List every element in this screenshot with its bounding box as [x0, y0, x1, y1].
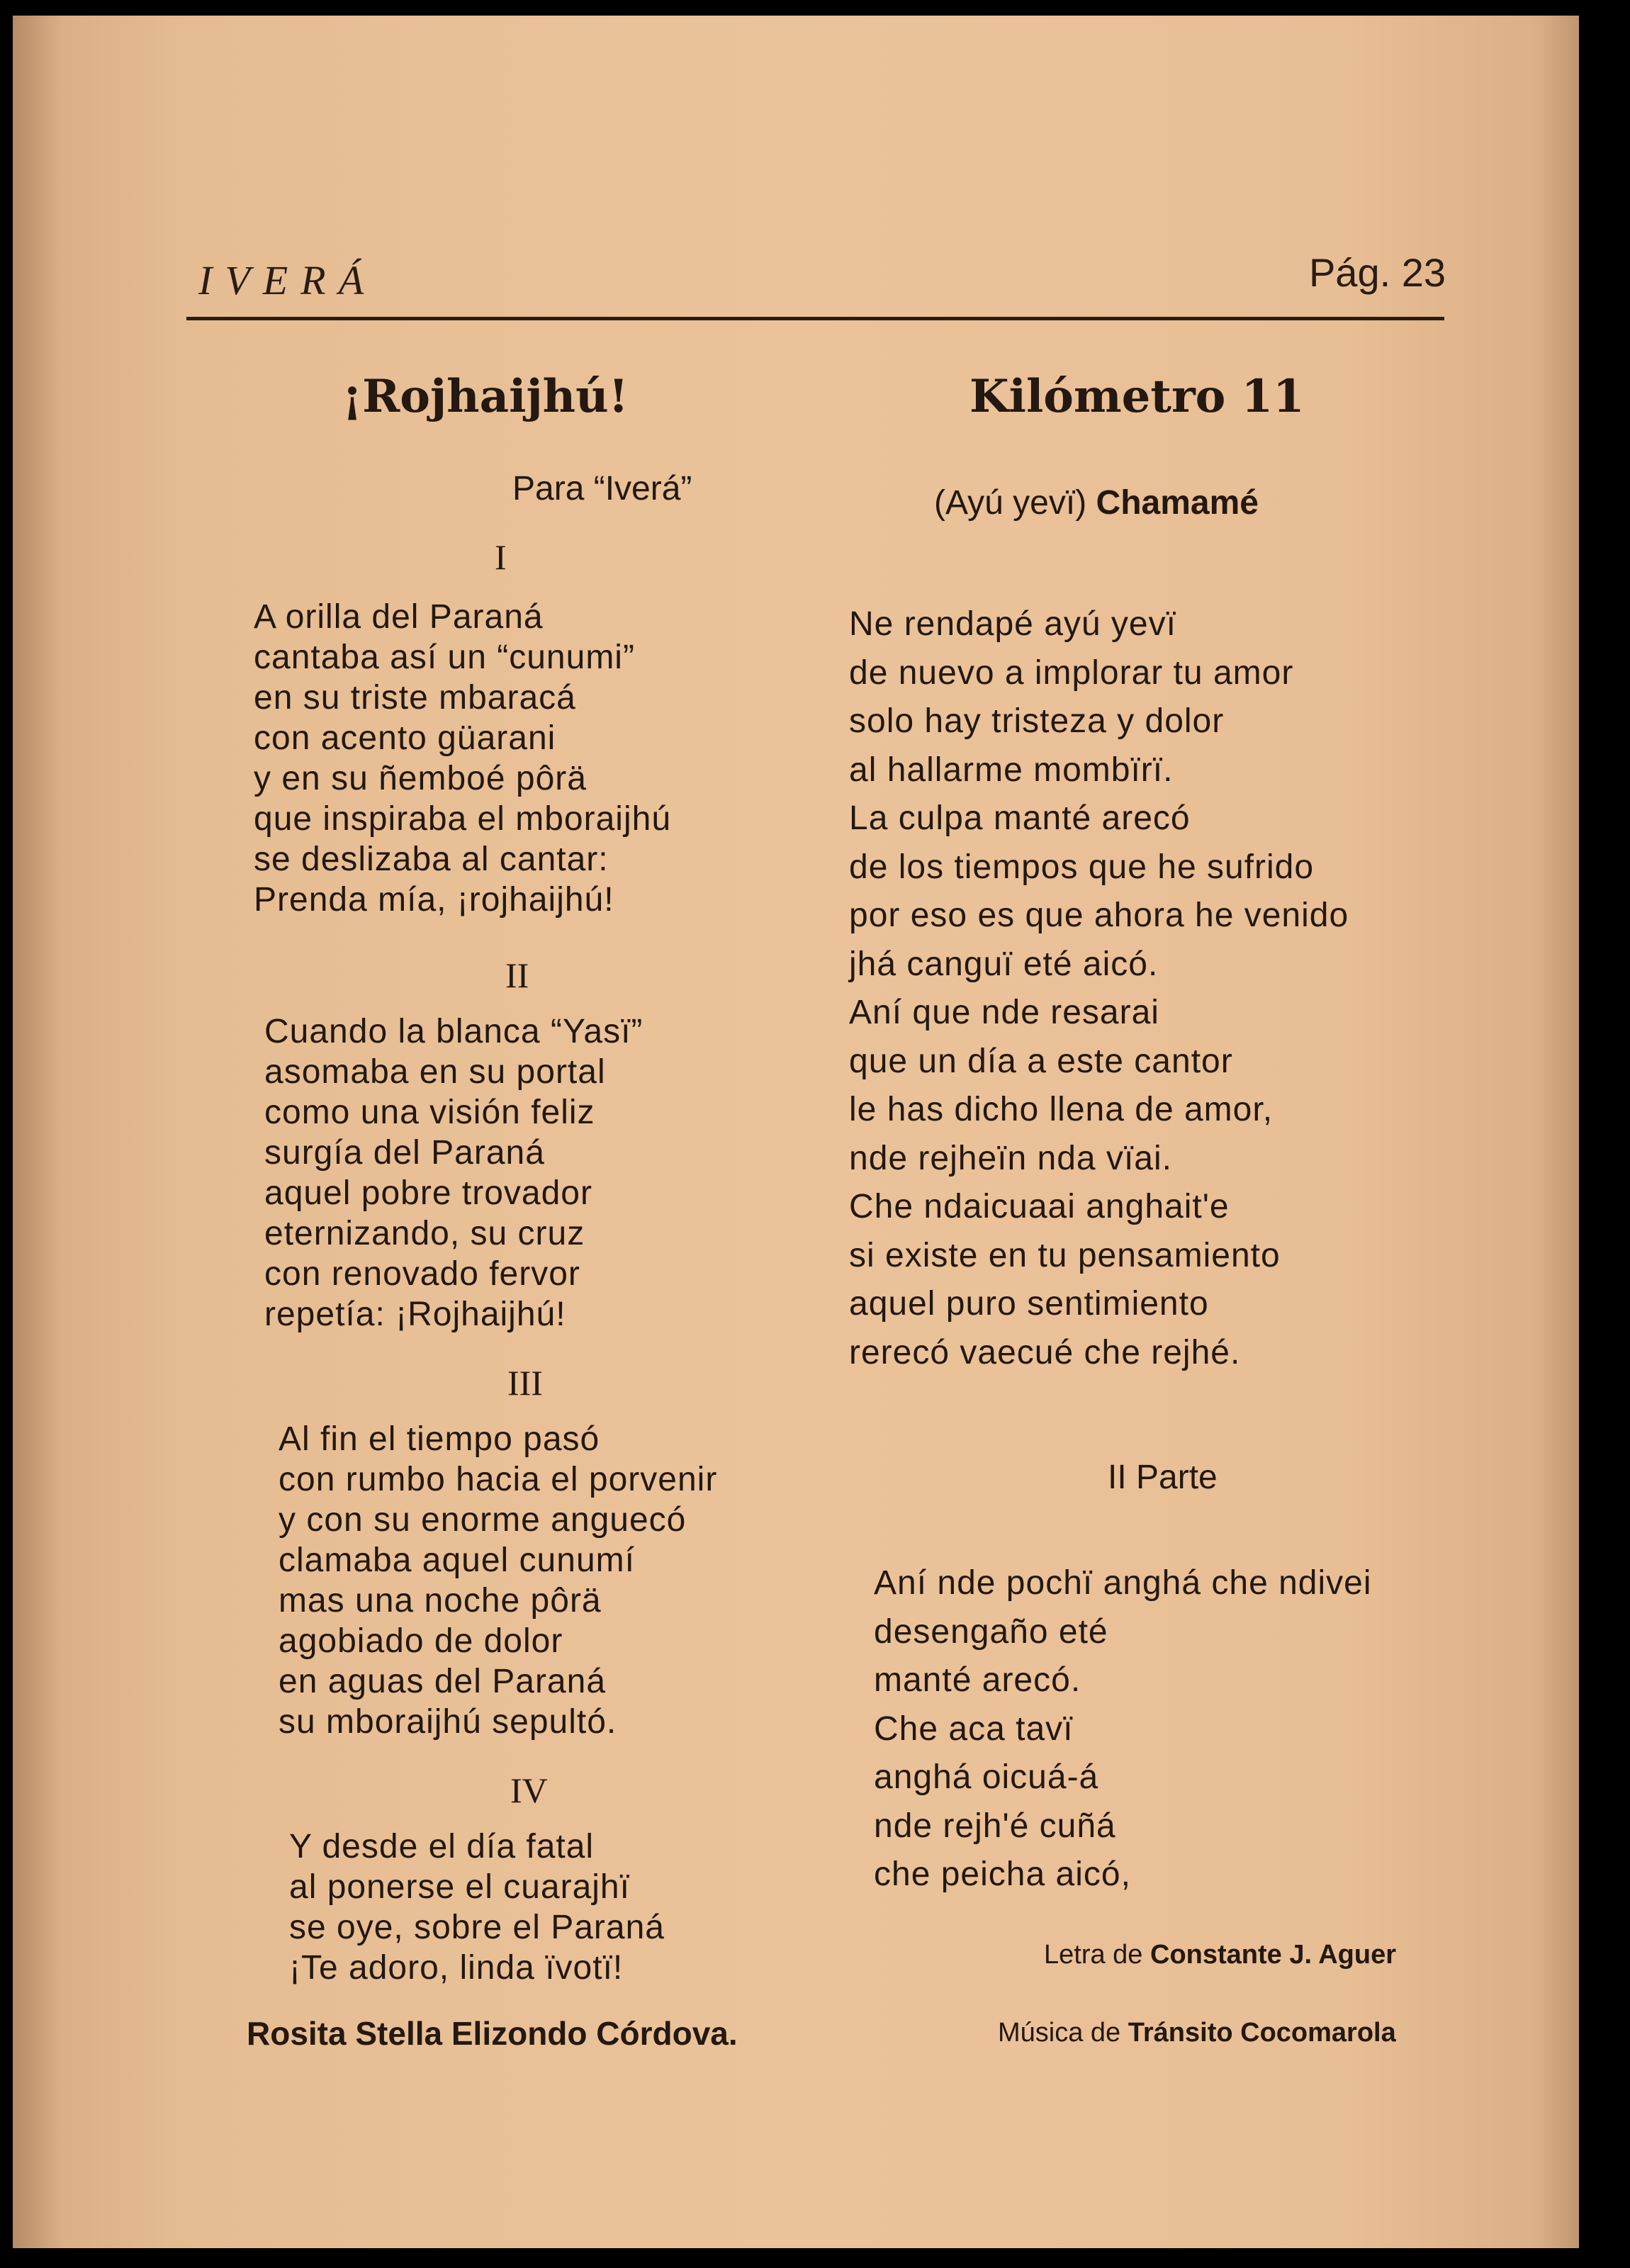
journal-name: IVERÁ	[198, 257, 377, 303]
section-numeral-4: IV	[510, 1770, 548, 1810]
stanza-2	[264, 1011, 643, 1335]
left-poem-author: Rosita Stella Elizondo Córdova.	[247, 2015, 738, 2052]
lyrics-credit	[1044, 1940, 1396, 1970]
poem-line: de los tiempos que he sufrido	[849, 848, 1315, 886]
left-poem-dedication: Para “Iverá”	[512, 470, 692, 507]
poem-line: su mboraijhú sepultó.	[279, 1703, 617, 1741]
poem-line: aquel puro sentimiento	[849, 1285, 1209, 1323]
poem-line: Cuando la blanca “Yasï”	[264, 1013, 643, 1050]
header-rule	[186, 317, 1444, 320]
binding-shadow	[13, 16, 62, 2248]
page-edge-shadow	[1536, 16, 1579, 2248]
left-poem-title: ¡Rojhaijhú!	[342, 370, 629, 423]
poem-line: anghá oicuá-á	[874, 1758, 1099, 1796]
right-poem-subtitle	[934, 483, 1259, 522]
poem-line: A orilla del Paraná	[254, 598, 544, 636]
stanza-3	[279, 1419, 717, 1742]
poem-line: mas una noche pôrä	[279, 1582, 602, 1619]
poem-line: jhá canguï eté aicó.	[849, 945, 1159, 983]
poem-line: que inspiraba el mboraijhú	[254, 800, 672, 838]
poem-line: ¡Te adoro, linda ïvotï!	[289, 1949, 624, 1987]
poem-line: nde rejh'é cuñá	[874, 1807, 1116, 1845]
poem-line: Che aca tavï	[874, 1710, 1074, 1748]
poem-line: le has dicho llena de amor,	[849, 1091, 1274, 1128]
poem-line: Al fin el tiempo pasó	[279, 1420, 600, 1458]
music-author: Tránsito Cocomarola	[1128, 2018, 1396, 2048]
poem-line: al ponerse el cuarajhï	[289, 1868, 630, 1906]
section-numeral-3: III	[507, 1363, 543, 1403]
poem-line: Ne rendapé ayú yevï	[849, 605, 1176, 643]
running-header	[198, 249, 1446, 320]
lyrics-prefix: Letra de	[1044, 1940, 1143, 1970]
poem-line: Prenda mía, ¡rojhaijhú!	[254, 881, 614, 919]
poem-line: y en su ñemboé pôrä	[254, 760, 587, 797]
poem-line: desengaño eté	[874, 1612, 1108, 1651]
lyrics-author: Constante J. Aguer	[1150, 1940, 1396, 1970]
part2-heading: II Parte	[1108, 1459, 1218, 1496]
poem-line: che peicha aicó,	[874, 1856, 1131, 1893]
right-poem-title: Kilómetro 11	[969, 370, 1305, 423]
poem-line: repetía: ¡Rojhaijhú!	[264, 1296, 566, 1333]
poem-line: con acento güarani	[254, 719, 556, 757]
poem-line: Aní que nde resarai	[849, 994, 1159, 1031]
subtitle-plain: (Ayú yevï)	[934, 484, 1087, 522]
stanza-4	[289, 1826, 665, 1988]
poem-line: Aní nde pochï anghá che ndivei	[874, 1564, 1372, 1602]
poem-line: rerecó vaecué che rejhé.	[849, 1333, 1241, 1371]
poem-line: clamaba aquel cunumí	[279, 1542, 635, 1579]
part2-stanza	[874, 1559, 1372, 1899]
poem-line: Che ndaicuaai anghait'e	[849, 1188, 1230, 1225]
poem-line: eternizando, su cruz	[264, 1215, 585, 1252]
poem-line: con rumbo hacia el porvenir	[279, 1461, 718, 1498]
poem-line: de nuevo a implorar tu amor	[849, 653, 1294, 692]
poem-line: surgía del Paraná	[264, 1134, 545, 1172]
section-numeral-1: I	[495, 537, 507, 577]
poem-line: si existe en tu pensamiento	[849, 1236, 1281, 1274]
poem-line: y con su enorme anguecó	[279, 1501, 687, 1539]
poem-line: cantaba así un “cunumi”	[254, 639, 635, 676]
poem-line: que un día a este cantor	[849, 1042, 1233, 1080]
poem-line: como una visión feliz	[264, 1094, 595, 1131]
poem-line: agobiado de dolor	[279, 1622, 563, 1660]
music-prefix: Música de	[998, 2018, 1121, 2048]
poem-line: se deslizaba al cantar:	[254, 841, 609, 878]
subtitle-bold: Chamamé	[1096, 484, 1259, 522]
poem-line: en aguas del Paraná	[279, 1663, 607, 1700]
poem-line: al hallarme mombïrï.	[849, 751, 1174, 789]
poem-line: nde rejheïn nda vïai.	[849, 1139, 1172, 1177]
part1-stanza	[849, 600, 1349, 1377]
poem-line: asomaba en su portal	[264, 1053, 606, 1091]
poem-line: por eso es que ahora he venido	[849, 897, 1349, 934]
poem-line: Y desde el día fatal	[289, 1828, 595, 1865]
poem-line: con renovado fervor	[264, 1255, 580, 1293]
poem-line: La culpa manté arecó	[849, 799, 1191, 837]
stanza-1	[254, 597, 671, 920]
poem-line: manté arecó.	[874, 1661, 1081, 1699]
poem-line: aquel pobre trovador	[264, 1174, 592, 1212]
poem-line: se oye, sobre el Paraná	[289, 1909, 665, 1946]
section-numeral-2: II	[505, 955, 529, 995]
page-number: Pág. 23	[1308, 250, 1446, 295]
magazine-page	[13, 16, 1579, 2248]
poem-line: en su triste mbaracá	[254, 679, 576, 717]
poem-line: solo hay tristeza y dolor	[849, 702, 1225, 740]
music-credit	[998, 2018, 1396, 2048]
